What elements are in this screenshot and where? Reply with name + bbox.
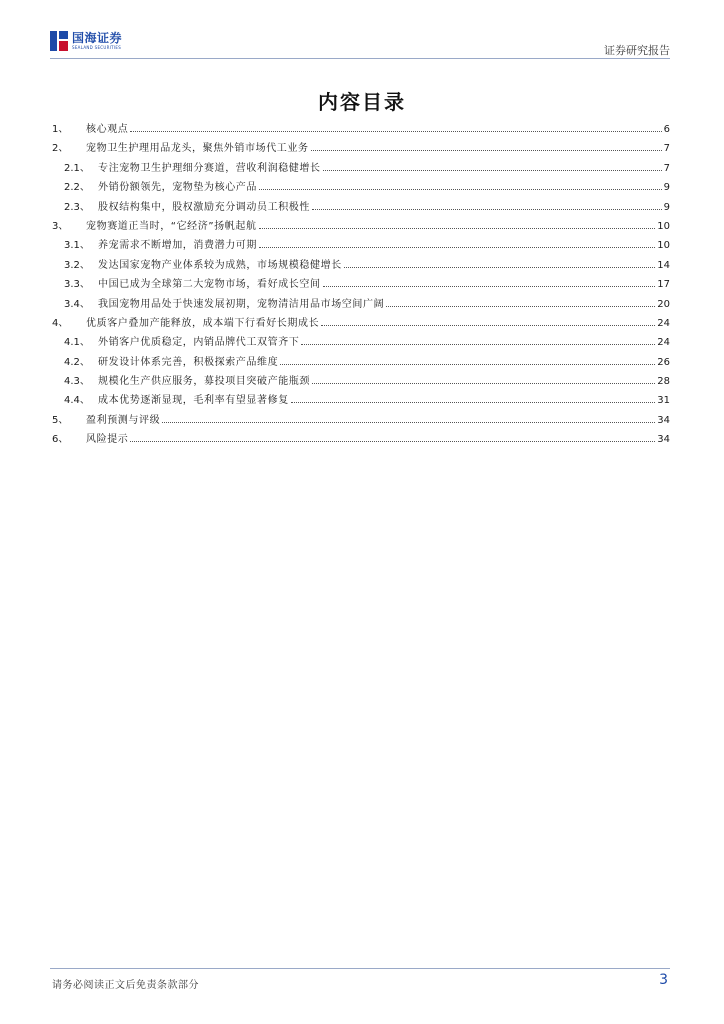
footer-disclaimer: 请务必阅读正文后免责条款部分 <box>52 980 199 991</box>
toc-entry-title: 研发设计体系完善，积极探索产品维度 <box>98 356 279 368</box>
toc-dot-leader <box>291 402 655 403</box>
toc-entry-page: 9 <box>663 182 670 194</box>
toc-dot-leader <box>311 150 662 151</box>
toc-dot-leader <box>162 422 655 423</box>
page-number: 3 <box>659 972 668 988</box>
toc-dot-leader <box>130 131 661 132</box>
toc-entry-number: 2.2、 <box>64 182 90 194</box>
toc-entry-title: 养宠需求不断增加，消费潜力可期 <box>98 240 257 252</box>
toc-entry-number: 6、 <box>52 434 69 446</box>
toc-entry-page: 7 <box>663 143 670 155</box>
toc-entry-number: 5、 <box>52 414 69 426</box>
toc-entry[interactable] <box>52 198 670 217</box>
toc-entry-page: 24 <box>657 337 670 349</box>
company-logo <box>50 30 122 52</box>
logo-chinese-name: 国海证券 <box>72 31 123 45</box>
toc-dot-leader <box>259 189 662 190</box>
toc-entry-number: 3.2、 <box>64 259 90 271</box>
toc-dot-leader <box>321 325 655 326</box>
toc-entry[interactable] <box>52 256 670 275</box>
toc-entry-page: 20 <box>657 298 670 310</box>
toc-entry-title: 中国已成为全球第二大宠物市场，看好成长空间 <box>98 279 321 291</box>
toc-dot-leader <box>280 364 655 365</box>
page-header <box>0 0 724 60</box>
toc-entry-title: 我国宠物用品处于快速发展初期，宠物清洁用品市场空间广阔 <box>98 298 385 310</box>
toc-entry[interactable] <box>52 275 670 294</box>
toc-entry[interactable] <box>52 178 670 197</box>
toc-entry-number: 2.3、 <box>64 201 90 213</box>
toc-entry-page: 24 <box>657 317 670 329</box>
toc-entry-number: 3.4、 <box>64 298 90 310</box>
toc-entry-page: 10 <box>657 240 670 252</box>
toc-entry-page: 9 <box>663 201 670 213</box>
toc-entry-title: 盈利预测与评级 <box>86 414 161 426</box>
toc-entry-page: 26 <box>657 356 670 368</box>
toc-entry-page: 34 <box>657 434 670 446</box>
toc-entry[interactable] <box>52 430 670 449</box>
toc-dot-leader <box>259 247 655 248</box>
toc-entry-page: 17 <box>657 279 670 291</box>
toc-entry[interactable] <box>52 411 670 430</box>
toc-entry-title: 股权结构集中，股权激励充分调动员工积极性 <box>98 201 310 213</box>
toc-entry-title: 优质客户叠加产能释放，成本端下行看好长期成长 <box>86 317 320 329</box>
toc-entry-page: 10 <box>657 220 670 232</box>
toc-dot-leader <box>259 228 656 229</box>
toc-entry[interactable] <box>52 159 670 178</box>
toc-entry-number: 3、 <box>52 220 69 232</box>
sealand-logo-icon <box>50 31 68 51</box>
toc-entry[interactable] <box>52 120 670 139</box>
toc-entry[interactable] <box>52 314 670 333</box>
toc-entry-title: 宠物赛道正当时，“它经济”扬帆起航 <box>86 220 257 232</box>
toc-entry-page: 6 <box>663 124 670 135</box>
toc-entry[interactable] <box>52 391 670 410</box>
toc-entry-number: 4.3、 <box>64 376 90 388</box>
toc-entry-number: 4.4、 <box>64 395 90 407</box>
report-type-label: 证券研究报告 <box>604 44 670 57</box>
toc-entry-number: 3.3、 <box>64 279 90 291</box>
toc-entry[interactable] <box>52 217 670 236</box>
toc-entry[interactable] <box>52 333 670 352</box>
toc-entry-title: 规模化生产供应服务，募投项目突破产能瓶颈 <box>98 376 310 388</box>
toc-entry-number: 2.1、 <box>64 162 90 174</box>
toc-entry-title: 发达国家宠物产业体系较为成熟，市场规模稳健增长 <box>98 259 342 271</box>
toc-dot-leader <box>301 344 655 345</box>
toc-entry[interactable] <box>52 295 670 314</box>
toc-entry[interactable] <box>52 353 670 372</box>
toc-entry-number: 4.2、 <box>64 356 90 368</box>
toc-dot-leader <box>312 209 662 210</box>
toc-entry-page: 14 <box>657 259 670 271</box>
toc-entry[interactable] <box>52 236 670 255</box>
toc-entry-number: 4.1、 <box>64 337 90 349</box>
toc-entry-title: 外销客户优质稳定，内销品牌代工双管齐下 <box>98 337 300 349</box>
toc-dot-leader <box>130 441 655 442</box>
toc-entry-page: 31 <box>657 395 670 407</box>
toc-entry-title: 外销份额领先，宠物垫为核心产品 <box>98 182 257 194</box>
footer-divider <box>50 968 670 969</box>
toc-dot-leader <box>344 267 655 268</box>
logo-english-name: SEALAND SECURITIES <box>72 45 122 50</box>
toc-entry-number: 2、 <box>52 143 69 155</box>
toc-entry[interactable] <box>52 372 670 391</box>
toc-entry-title: 风险提示 <box>86 434 129 446</box>
toc-dot-leader <box>323 170 662 171</box>
toc-dot-leader <box>312 383 655 384</box>
toc-entry-title: 核心观点 <box>86 124 129 135</box>
toc-entry-title: 成本优势逐渐显现，毛利率有望显著修复 <box>98 395 289 407</box>
toc-entry-number: 3.1、 <box>64 240 90 252</box>
toc-entry-title: 专注宠物卫生护理细分赛道，营收利润稳健增长 <box>98 162 321 174</box>
toc-dot-leader <box>323 286 656 287</box>
header-divider <box>50 58 670 59</box>
toc-entry-page: 34 <box>657 414 670 426</box>
toc-entry-number: 1、 <box>52 124 69 135</box>
toc-entry-page: 28 <box>657 376 670 388</box>
table-of-contents <box>52 120 670 450</box>
toc-entry-title: 宠物卫生护理用品龙头，聚焦外销市场代工业务 <box>86 143 309 155</box>
toc-entry[interactable] <box>52 139 670 158</box>
toc-entry-page: 7 <box>663 162 670 174</box>
toc-dot-leader <box>386 306 655 307</box>
toc-title: 内容目录 <box>318 90 406 114</box>
toc-entry-number: 4、 <box>52 317 69 329</box>
